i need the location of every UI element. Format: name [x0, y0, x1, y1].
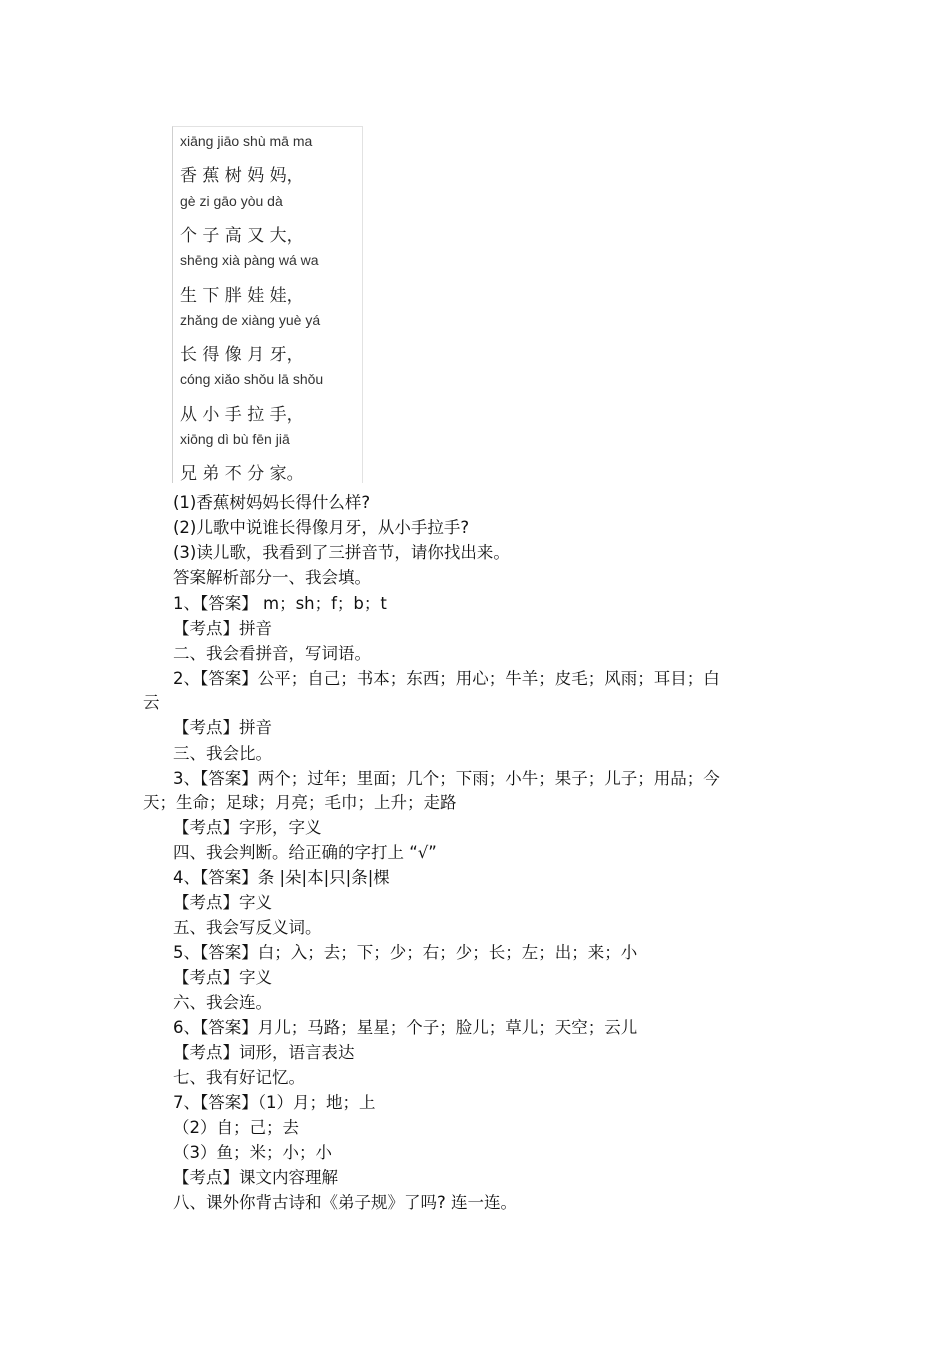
- answer-7: 7、【答案】（1）月；地；上: [173, 1093, 376, 1112]
- poem-pinyin-1: xiāng jiāo shù mā ma: [180, 133, 313, 149]
- question-2: (2)儿歌中说谁长得像月牙，从小手拉手?: [173, 518, 470, 537]
- poem-hanzi-3: 生 下 胖 娃 娃，: [180, 286, 304, 306]
- poem-hanzi-2: 个 子 高 又 大，: [180, 226, 304, 246]
- answer-2-cont: 云: [143, 693, 160, 712]
- poem-pinyin-5: cóng xiǎo shǒu lā shǒu: [180, 371, 324, 387]
- poem-pinyin-6: xiōng dì bù fēn jiā: [180, 431, 290, 447]
- answer-5: 5、【答案】白；入；去；下；少；右；少；长；左；出；来；小: [173, 943, 638, 962]
- point-1: 【考点】拼音: [173, 619, 272, 638]
- answer-1: 1、【答案】 m；sh；f；b；t: [173, 594, 387, 613]
- answer-4: 4、【答案】条 |朵|本|只|条|棵: [173, 868, 390, 887]
- section-3-heading: 三、我会比。: [173, 744, 272, 763]
- poem-hanzi-4: 长 得 像 月 牙，: [180, 345, 304, 365]
- point-2: 【考点】拼音: [173, 718, 272, 737]
- section-5-heading: 五、我会写反义词。: [173, 918, 322, 937]
- answer-7-part-3: （3）鱼；米；小；小: [173, 1143, 332, 1162]
- point-6: 【考点】词形，语言表达: [173, 1043, 355, 1062]
- point-5: 【考点】字义: [173, 968, 272, 987]
- answer-3: 3、【答案】两个；过年；里面；几个；下雨；小牛；果子；儿子；用品；今: [173, 769, 720, 788]
- section-4-heading: 四、我会判断。给正确的字打上 “√”: [173, 843, 437, 862]
- poem-hanzi-1: 香 蕉 树 妈 妈，: [180, 166, 304, 186]
- section-2-heading: 二、我会看拼音，写词语。: [173, 644, 371, 663]
- poem-pinyin-3: shēng xià pàng wá wa: [180, 252, 319, 268]
- section-6-heading: 六、我会连。: [173, 993, 272, 1012]
- poem-hanzi-6: 兄 弟 不 分 家。: [180, 464, 304, 484]
- poem-pinyin-2: gè zi gāo yòu dà: [180, 193, 283, 209]
- nursery-rhyme-box: [172, 126, 363, 483]
- question-1: (1)香蕉树妈妈长得什么样?: [173, 493, 371, 512]
- answer-7-part-2: （2）自；己；去: [173, 1118, 299, 1137]
- answer-3-cont: 天；生命；足球；月亮；毛巾；上升；走路: [143, 793, 457, 812]
- point-4: 【考点】字义: [173, 893, 272, 912]
- point-7: 【考点】课文内容理解: [173, 1168, 338, 1187]
- answer-6: 6、【答案】月儿；马路；星星；个子；脸儿；草儿；天空；云儿: [173, 1018, 638, 1037]
- poem-hanzi-5: 从 小 手 拉 手，: [180, 405, 304, 425]
- poem-pinyin-4: zhǎng de xiàng yuè yá: [180, 312, 321, 328]
- section-8-heading: 八、课外你背古诗和《弟子规》了吗? 连一连。: [173, 1193, 518, 1212]
- answer-2: 2、【答案】公平；自己；书本；东西；用心；牛羊；皮毛；风雨；耳目；白: [173, 669, 720, 688]
- point-3: 【考点】字形，字义: [173, 818, 322, 837]
- answer-section-heading: 答案解析部分一、我会填。: [173, 568, 371, 587]
- question-3: (3)读儿歌，我看到了三拼音节，请你找出来。: [173, 543, 510, 562]
- section-7-heading: 七、我有好记忆。: [173, 1068, 305, 1087]
